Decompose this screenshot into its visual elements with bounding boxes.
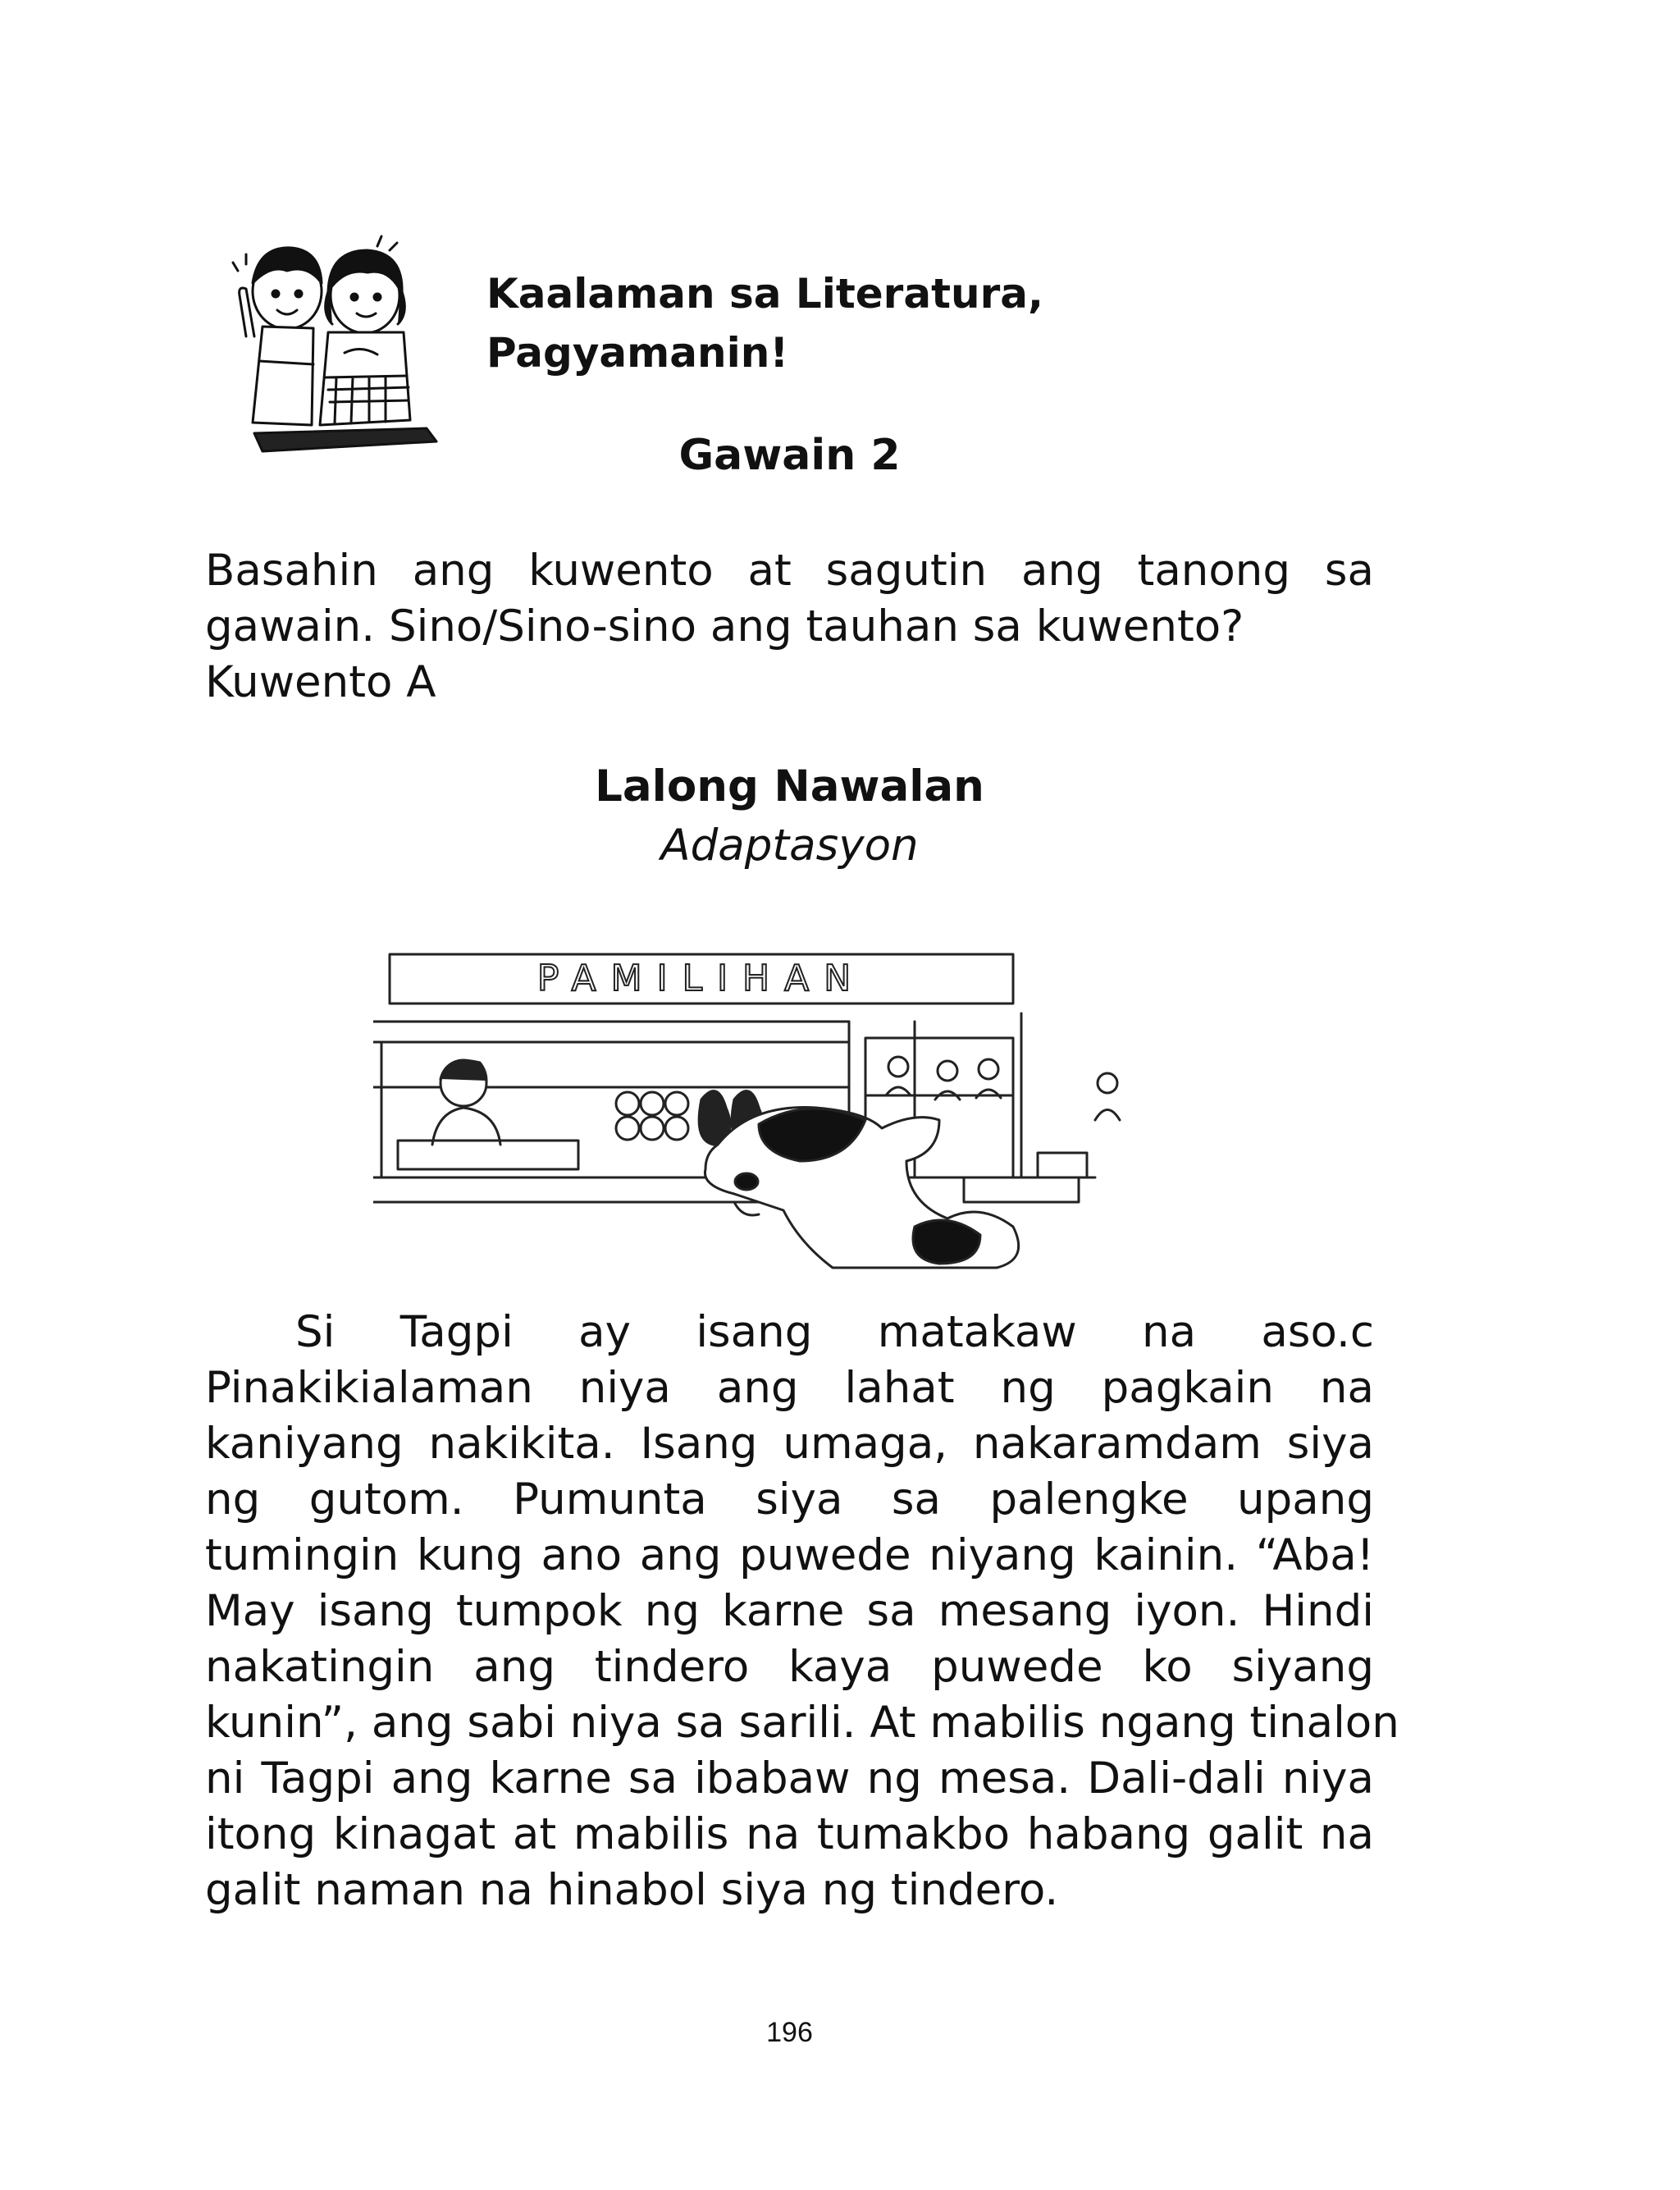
- market-drawing: [373, 931, 1255, 1276]
- instruction-line-1: Basahin ang kuwento at sagutin ang tanong sa: [205, 546, 1374, 596]
- story-line: Pinakikialaman niya ang lahat ng pagkain na: [205, 1363, 1374, 1413]
- story-line: kunin”, ang sabi niya sa sarili. At mabilis ngang tinalon: [205, 1698, 1399, 1748]
- children-illustration: [221, 213, 451, 459]
- story-title: Lalong Nawalan: [595, 761, 984, 812]
- story-line: nakatingin ang tindero kaya puwede ko siyang: [205, 1642, 1374, 1692]
- page-number: 196: [766, 2017, 813, 2048]
- story-line: itong kinagat at mabilis na tumakbo habang galit na: [205, 1809, 1374, 1859]
- section-title-line1: Kaalaman sa Literatura,: [486, 270, 1043, 318]
- activity-instructions: [205, 543, 1374, 711]
- story-line: ng gutom. Pumunta siya sa palengke upang: [205, 1474, 1374, 1525]
- section-title: [486, 264, 1043, 382]
- instruction-line-2: gawain. Sino/Sino-sino ang tauhan sa kuwento?: [205, 601, 1244, 652]
- story-subtitle: Adaptasyon: [660, 821, 919, 871]
- market-sign-text: PAMILIHAN: [536, 958, 866, 999]
- section-title-line2: Pagyamanin!: [486, 329, 789, 377]
- story-line: galit naman na hinabol siya ng tindero.: [205, 1865, 1059, 1915]
- story-line: ni Tagpi ang karne sa ibabaw ng mesa. Dali-dali niya: [205, 1753, 1374, 1804]
- story-line: Si Tagpi ay isang matakaw na aso.c: [295, 1307, 1374, 1357]
- story-line: kaniyang nakikita. Isang umaga, nakaramdam siya: [205, 1419, 1374, 1469]
- story-label: Kuwento A: [205, 657, 436, 707]
- story-line: May isang tumpok ng karne sa mesang iyon. Hindi: [205, 1586, 1374, 1636]
- activity-title: Gawain 2: [678, 431, 901, 480]
- market-illustration: [373, 931, 1255, 1276]
- children-drawing: [221, 213, 451, 459]
- story-line: tumingin kung ano ang puwede niyang kainin. “Aba!: [205, 1530, 1374, 1580]
- story-body: [205, 1305, 1399, 1918]
